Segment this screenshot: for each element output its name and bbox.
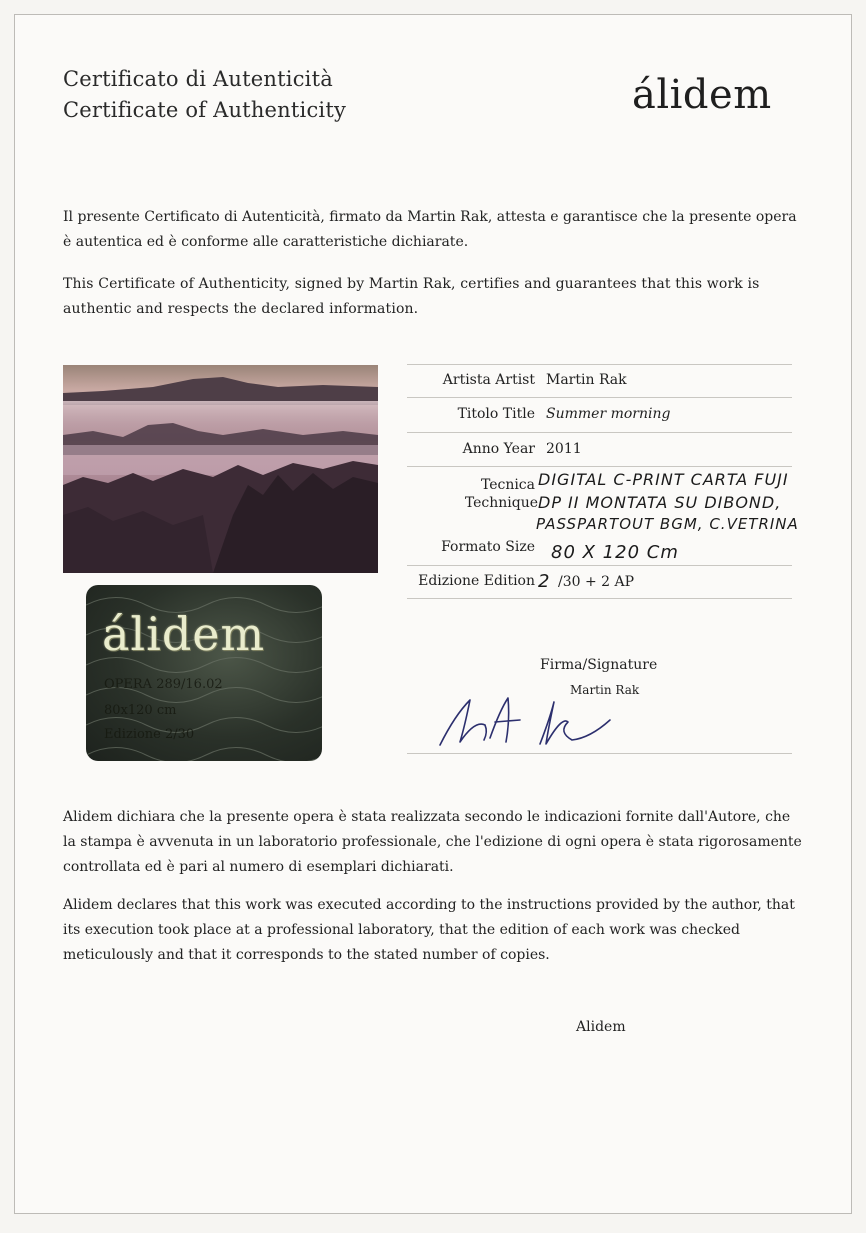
- year-value: 2011: [546, 441, 582, 457]
- hologram-logo: álidem: [102, 607, 266, 661]
- hologram-line2: 80x120 cm: [104, 703, 177, 718]
- technique-label-en: Technique: [464, 495, 538, 511]
- alidem-logo: álidem: [632, 72, 772, 118]
- signature-name: Martin Rak: [570, 683, 640, 697]
- row-divider: [407, 598, 792, 599]
- technique-label-it: Tecnica: [480, 477, 535, 493]
- size-label: Formato Size: [441, 539, 535, 555]
- artwork-photo: [63, 365, 378, 573]
- issuer-name: Alidem: [576, 1019, 626, 1035]
- row-divider: [407, 397, 792, 398]
- hologram-line3: Edizione 2/30: [104, 727, 195, 742]
- edition-total: /30 + 2 AP: [558, 574, 635, 590]
- row-divider: [407, 565, 792, 566]
- edition-label: Edizione Edition: [418, 573, 535, 589]
- row-divider: [407, 466, 792, 467]
- technique-handwritten-2: DP II MONTATA SU DIBOND,: [538, 493, 782, 512]
- row-divider: [407, 364, 792, 365]
- edition-number-handwritten: 2: [538, 571, 551, 592]
- artist-label: Artista Artist: [442, 372, 535, 388]
- technique-handwritten-1: DIGITAL C-PRINT CARTA FUJI: [538, 470, 789, 489]
- year-label: Anno Year: [462, 441, 535, 457]
- title-italian: Certificato di Autenticità: [63, 67, 333, 91]
- signature-label: Firma/Signature: [540, 657, 658, 673]
- size-handwritten: 80 X 120 Cm: [551, 542, 679, 563]
- hologram-line1: OPERA 289/16.02: [104, 677, 223, 692]
- title-label: Titolo Title: [457, 406, 535, 422]
- row-divider: [407, 432, 792, 433]
- intro-italian: Il presente Certificato di Autenticità, firmato da Martin Rak, attesta e garantisce che la presente opera è autentica ed è conforme alle caratteristiche dichiarate.: [63, 209, 797, 250]
- intro-english: This Certificate of Authenticity, signed by Martin Rak, certifies and guarantees that this work is authentic and respects the declared information.: [63, 276, 760, 317]
- row-divider: [407, 753, 792, 754]
- declaration-italian: Alidem dichiara che la presente opera è stata realizzata secondo le indicazioni fornite dall'Autore, che la stampa è avvenuta in un laboratorio professionale, che l'edizione di ogni opera è stata rigorosamente controllata ed è pari al numero di esemplari dichiarati.: [63, 809, 802, 875]
- title-english: Certificate of Authenticity: [63, 98, 347, 122]
- title-value: Summer morning: [546, 406, 671, 422]
- technique-handwritten-3: PASSPARTOUT BGM, C.VETRINA: [536, 515, 799, 533]
- declaration-english: Alidem declares that this work was executed according to the instructions provided by the author, that its execution took place at a professional laboratory, that the edition of each work was checked meticulously and that it corresponds to the stated number of copies.: [63, 897, 795, 963]
- artist-value: Martin Rak: [546, 372, 627, 388]
- authentication-hologram: [86, 585, 322, 761]
- handwritten-signature: [430, 690, 630, 750]
